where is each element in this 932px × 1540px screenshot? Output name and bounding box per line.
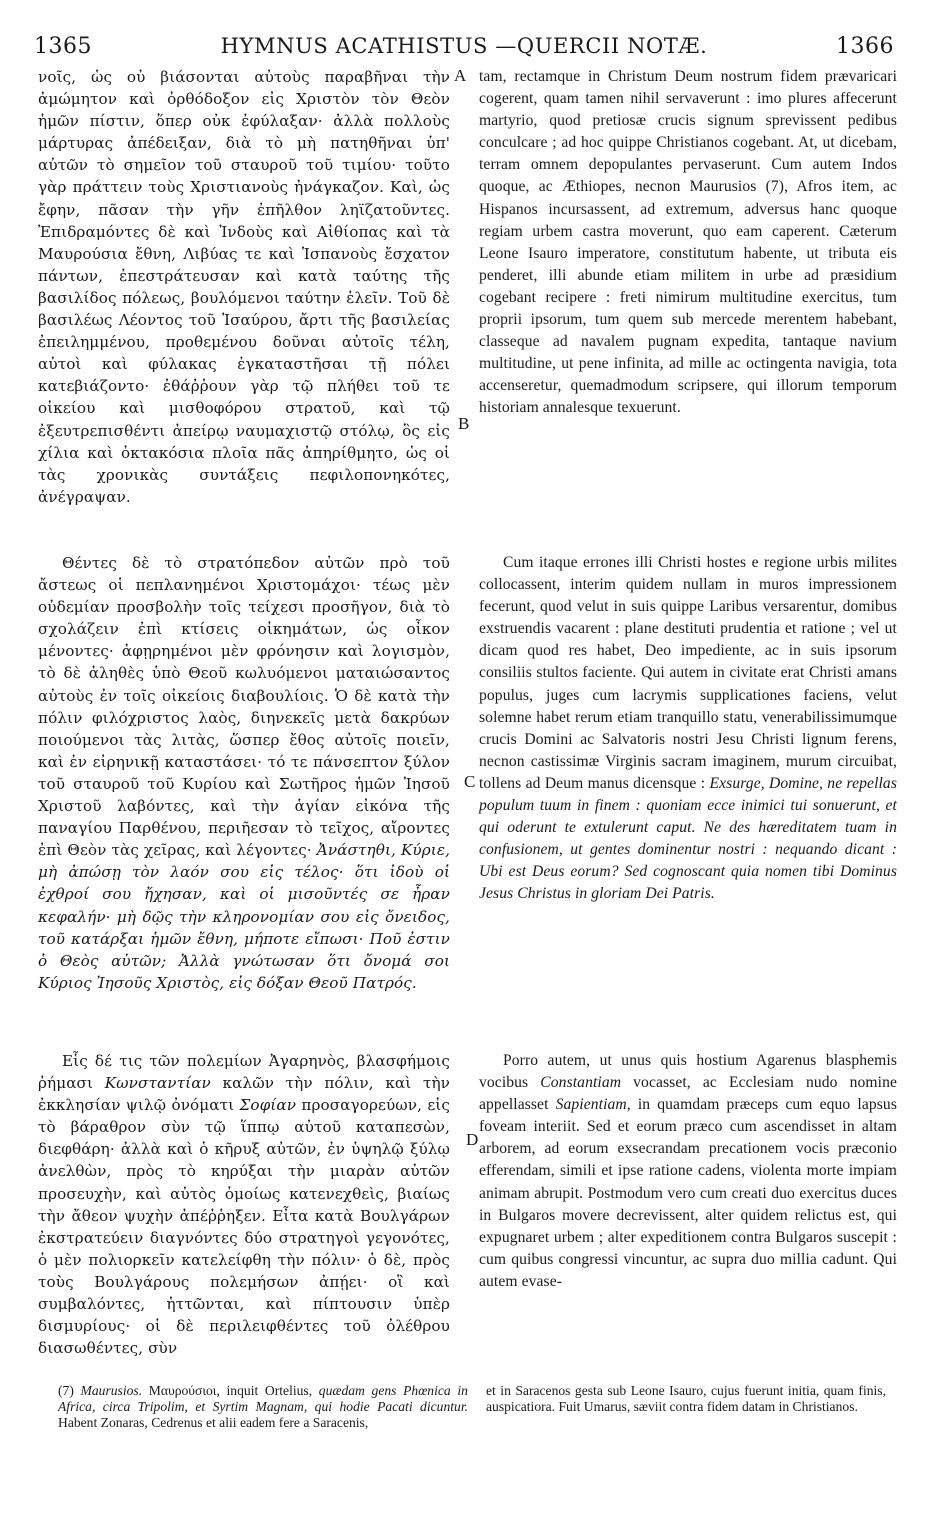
footnote-text-2: Habent Zonaras, Cedrenus et alii eadem fere a Saracenis, — [58, 1415, 369, 1430]
greek-paragraph-2 — [38, 552, 450, 994]
footnote-text-1: inquit Ortelius, — [226, 1383, 313, 1398]
margin-marker-d: D — [466, 1130, 479, 1149]
footnote-quotation: quædam gens Phœnica in Africa, circa Tripolim, et Syrtim Magnam, qui hodie Pacati dicuntur. — [58, 1383, 468, 1414]
section-2 — [38, 552, 898, 1032]
greek-paragraph-3-text-e: προσαγορεύων, εἰς τὸ βάραθρον σὺν τῷ ἵππῳ αὐτοῦ καταπεσὼν, διεφθάρη· ἀλλὰ καὶ ὁ κῆρυξ αὐτῶν, ἐν ὑψηλῷ ξύλῳ ἀνελθὼν, πρὸς τὸ κηρύξαι τὴν μιαρὰν αὐτῶν προσευχὴν, καὶ αὐτὸς ὁμοίως κατενεχθεὶς, βιαίως τὴν ἄθεον ψυχὴν ἀπέῤῥηξεν. Εἶτα κατὰ Βουλγάρων ἐκστρατεύειν διαγνόντες δύο στρατηγοὶ γεγονότες, ὁ μὲν πολιορκεῖν κατελείφθη τὴν πόλιν· ὁ δὲ, πρὸς τοὺς Βουλγάρους πολεμήσων ἀπῄει· οἳ καὶ συμβαλόντες, ἡττῶνται, καὶ πίπτουσιν ὑπὲρ δισμυρίους· οἱ δὲ περιλειφθέντες τοῦ ὀλέθρου διασωθέντες, σὺν — [38, 1096, 450, 1358]
footnote-left — [58, 1383, 468, 1431]
latin-psalm-quotation: Exsurge, Domine, ne repellas populum tuum in finem : quoniam ecce inimici tui sonuerunt, et qui oderunt te extulerunt caput. Ne des hæreditatem tuam in confusionem, ut gentes dominentur nostri : nequando dicant : Ubi est Deus eorum? Sed cognoscant quia nomen tibi Dominus Jesus Christus in gloriam Dei Patris. — [479, 774, 898, 903]
column-number-right: 1366 — [836, 34, 894, 59]
greek-paragraph-3-text-a: Εἷς δέ τις τῶν πολεμίων Ἀγαρηνὸς, βλασφήμοις ῥήμασι — [38, 1052, 450, 1093]
section-1 — [38, 66, 898, 536]
greek-paragraph-2-text: Θέντες δὲ τὸ στρατόπεδον αὐτῶν πρὸ τοῦ ἄστεως οἱ πεπλανημένοι Χριστομάχοι· τέως μὲν οὐδεμίαν προσβολὴν τοῖς τείχεσι προσῆγον, διὰ τὸ σχολάζειν ἐπὶ κτίσεις οἰκημάτων, ὡς οἶκον μένοντες· ἀφῃρημένοι μὲν φρόνησιν καὶ λογισμὸν, τὸ δὲ ἀληθὲς ὑπὸ Θεοῦ κωλυόμενοι ματαιώσαντος αὐτοὺς ἐν τοῖς οἰκείοις διαβουλίοις. Ὁ δὲ κατὰ τὴν πόλιν φιλόχριστος λαὸς, διηνεκεῖς μετὰ δακρύων ποιούμενοι τὰς λιτὰς, ὥσπερ ἔθος αὐτοῖς ποιεῖν, καὶ ἐν εἰρηνικῇ καταστάσει· τό τε πάνσεπτον ξύλον τοῦ σταυροῦ τοῦ Κυρίου καὶ Σωτῆρος ἡμῶν Ἰησοῦ Χριστοῦ λαβόντες, καὶ τὴν ἁγίαν εἰκόνα τῆς παναγίου Παρθένου, περιῆεσαν τὸ τεῖχος, αἴροντες ἐπὶ Θεὸν τὰς χεῖρας, καὶ λέγοντες· — [38, 554, 450, 860]
greek-psalm-quotation: Ἀνάστηθι, Κύριε, μὴ ἀπώσῃ τὸν λαόν σου εἰς τέλος· ὅτι ἰδοὺ οἱ ἐχθροί σου ἤχησαν, καὶ οἱ μισοῦντές σε ἦραν κεφαλήν· μὴ δῷς τὴν κληρονομίαν σου εἰς ὄνειδος, τοῦ κατάρξαι ἡμῶν ἔθνη, μήποτε εἴπωσι· Ποῦ ἐστιν ὁ Θεὸς αὐτῶν; Ἀλλὰ γνώτωσαν ὅτι ὄνομά σοι Κύριος Ἰησοῦς Χριστὸς, εἰς δόξαν Θεοῦ Πατρός. — [38, 841, 450, 992]
column-number-left: 1365 — [34, 34, 92, 59]
running-title: HYMNUS ACATHISTUS —QUERCII NOTÆ. — [220, 34, 708, 58]
margin-marker-a: A — [454, 66, 467, 85]
latin-emphasis-constantiam: Constantiam — [540, 1074, 622, 1092]
latin-emphasis-sapientiam: Sapientiam, — [555, 1096, 631, 1114]
latin-paragraph-2-text: Cum itaque errones illi Christi hostes e regione urbis milites collocassent, interim quidem nullam in muros impressionem fecerunt, quod velut in suis quippe Laribus versarentur, domibus exstruendis vacarent : plane destituti prudentia et ratione ; vel ut dicam quod res habet, Deo impediente, ac in suis ipsorum consiliis stultos faciente. Qui autem in civitate erat Christi amans populus, juges cum lacrymis supplicationes faciens, velut solemne habet rerum etiam tranquillo statu, venerabilissimumque crucis Domini ac Salvatoris nostri Jesu Christi lignum ferens, necnon castissimæ Virginis sacram imaginem, murum circuibat, tollens ad Deum manus dicensque : — [479, 554, 897, 792]
greek-paragraph-3 — [38, 1050, 450, 1359]
margin-marker-b: B — [458, 414, 470, 433]
greek-paragraph-3-text-c: καλῶν τὴν πόλιν, καὶ τὴν ἐκκλησίαν ψιλῷ ὀνόματι — [38, 1074, 450, 1115]
latin-paragraph-3-text-c: vocasset, ac Ecclesiam nudo nomine appellasset — [479, 1074, 897, 1114]
footnote-lemma: Maurusios. — [80, 1383, 143, 1398]
latin-paragraph-2 — [479, 552, 897, 906]
greek-paragraph-1: νοῖς, ὡς οὐ βιάσονται αὐτοὺς παραβῆναι τὴν ἀμώμητον καὶ ὀρθόδοξον εἰς Χριστὸν τὸν Θεὸν ἡμῶν πίστιν, ὅπερ οὐκ ἐφύλαξαν· ἀλλὰ πολλοὺς μάρτυρας ἀπέδειξαν, διὰ τὸ μὴ πατηθῆναι ὑπ' αὐτῶν τὸ σημεῖον τοῦ σταυροῦ τοῦ τιμίου· τοῦτο γὰρ πράττειν τοὺς Χριστιανοὺς ἠνάγκαζον. Καὶ, ὡς ἔφην, πᾶσαν τὴν γῆν ἐπῆλθον ληϊζατοῦντες. Ἐπιδραμόντες δὲ καὶ Ἰνδοὺς καὶ Αἰθίοπας καὶ τὰ Μαυρούσια ἔθνη, Λιβύας τε καὶ Ἱσπανοὺς ἔσχατον πάντων, ἐπεστράτευσαν καὶ κατὰ ταύτης τῆς βασιλίδος πόλεως, βουλόμενοι ταύτην ἑλεῖν. Τοῦ δὲ βασιλέως Λέοντος τοῦ Ἰσαύρου, ἄρτι τῆς βασιλείας ἐπειλημμένου, προθεμένου δοῦναι αὐτοῖς τέλη, αὐτοὶ καὶ φύλακας ἐγκαταστῆσαι τῇ πόλει κατεβιάζοντο· ἐθάῤῥουν γὰρ τῷ πλήθει τοῦ τε οἰκείου καὶ μισθοφόρου στρατοῦ, καὶ τῷ ἐξευτρεπισθέντι ἀπείρῳ ναυμαχιστῷ στόλῳ, ὃς εἰς χίλια καὶ ὀκτακόσια πλοῖα πᾶς ἀπηρίθμητο, ὡς οἱ τὰς χρονικὰς συντάξεις πεφιλοπονηκότες, ἀνέγραψαν. — [38, 68, 450, 506]
footnote-greek-term: Μαυρούσιοι, — [148, 1383, 220, 1398]
latin-paragraph-3-text-a: Porro autem, ut unus quis hostium Agarenus blasphemis vocibus — [479, 1052, 897, 1092]
latin-paragraph-3 — [479, 1050, 897, 1293]
section-3 — [38, 1050, 898, 1360]
greek-emphasis-sophian: Σοφίαν — [239, 1096, 297, 1115]
margin-marker-c: C — [464, 772, 476, 791]
footnote-right: et in Saracenos gesta sub Leone Isauro, cujus fuerunt initia, quam finis, auspicatiora. Fuit Umarus, sæviit contra fidem datam in Christianos. — [486, 1383, 886, 1414]
running-header — [34, 34, 894, 60]
latin-paragraph-1: tam, rectamque in Christum Deum nostrum fidem prævaricari cogerent, quam tamen nihil servaverunt : imo plures affecerunt martyrio, quod pretiosæ crucis signum sprevissent pedibus conculcare ; ad hoc quippe Christianos cogebant. At, ut dicebam, terram omnem depopulantes pervaserunt. Cum autem Indos quoque, ac Æthiopes, necnon Maurusios (7), Afros item, ac Hispanos incursassent, ad extremum, adversus hanc quoque regiam urbem castra moverunt, quo eam caperent. Cæterum Leone Isauro imperatore, constitutum habente, ut tributa eis penderet, illi abunde etiam militem in urbe ad præsidium cogebant recipere : freti nimirum multitudine exercitus, tum proprii ipsorum, tum quem sub mercede merentem habebant, classeque ad navalem pugnam expedita, tantaque navium multitudine, ut pene infinita, ad mille ac octingenta navigia, tota accenseretur, quemadmodum scripsere, qui illorum temporum historiam annalesque texuerunt. — [479, 68, 897, 417]
footnote-number: (7) — [58, 1383, 74, 1398]
latin-paragraph-3-text-e: in quamdam præceps cum equo lapsus foveam interiit. Sed et eorum præco cum ascendisset in altam arborem, ad eorum exsecrandam precationem vocis præconio efferendam, simili et ipse ratione cadens, violenta morte impiam animam abrupit. Postmodum vero cum creati duo exercitus duces in Bulgaros movere decrevissent, alter quidem relictus est, qui expugnaret urbem ; alter expeditionem contra Bulgaros suscepit : cum quibus congressi vincuntur, ac supra duo millia cadunt. Qui autem evase- — [479, 1096, 897, 1290]
greek-emphasis-konstantian: Κωνσταντίαν — [104, 1074, 211, 1093]
